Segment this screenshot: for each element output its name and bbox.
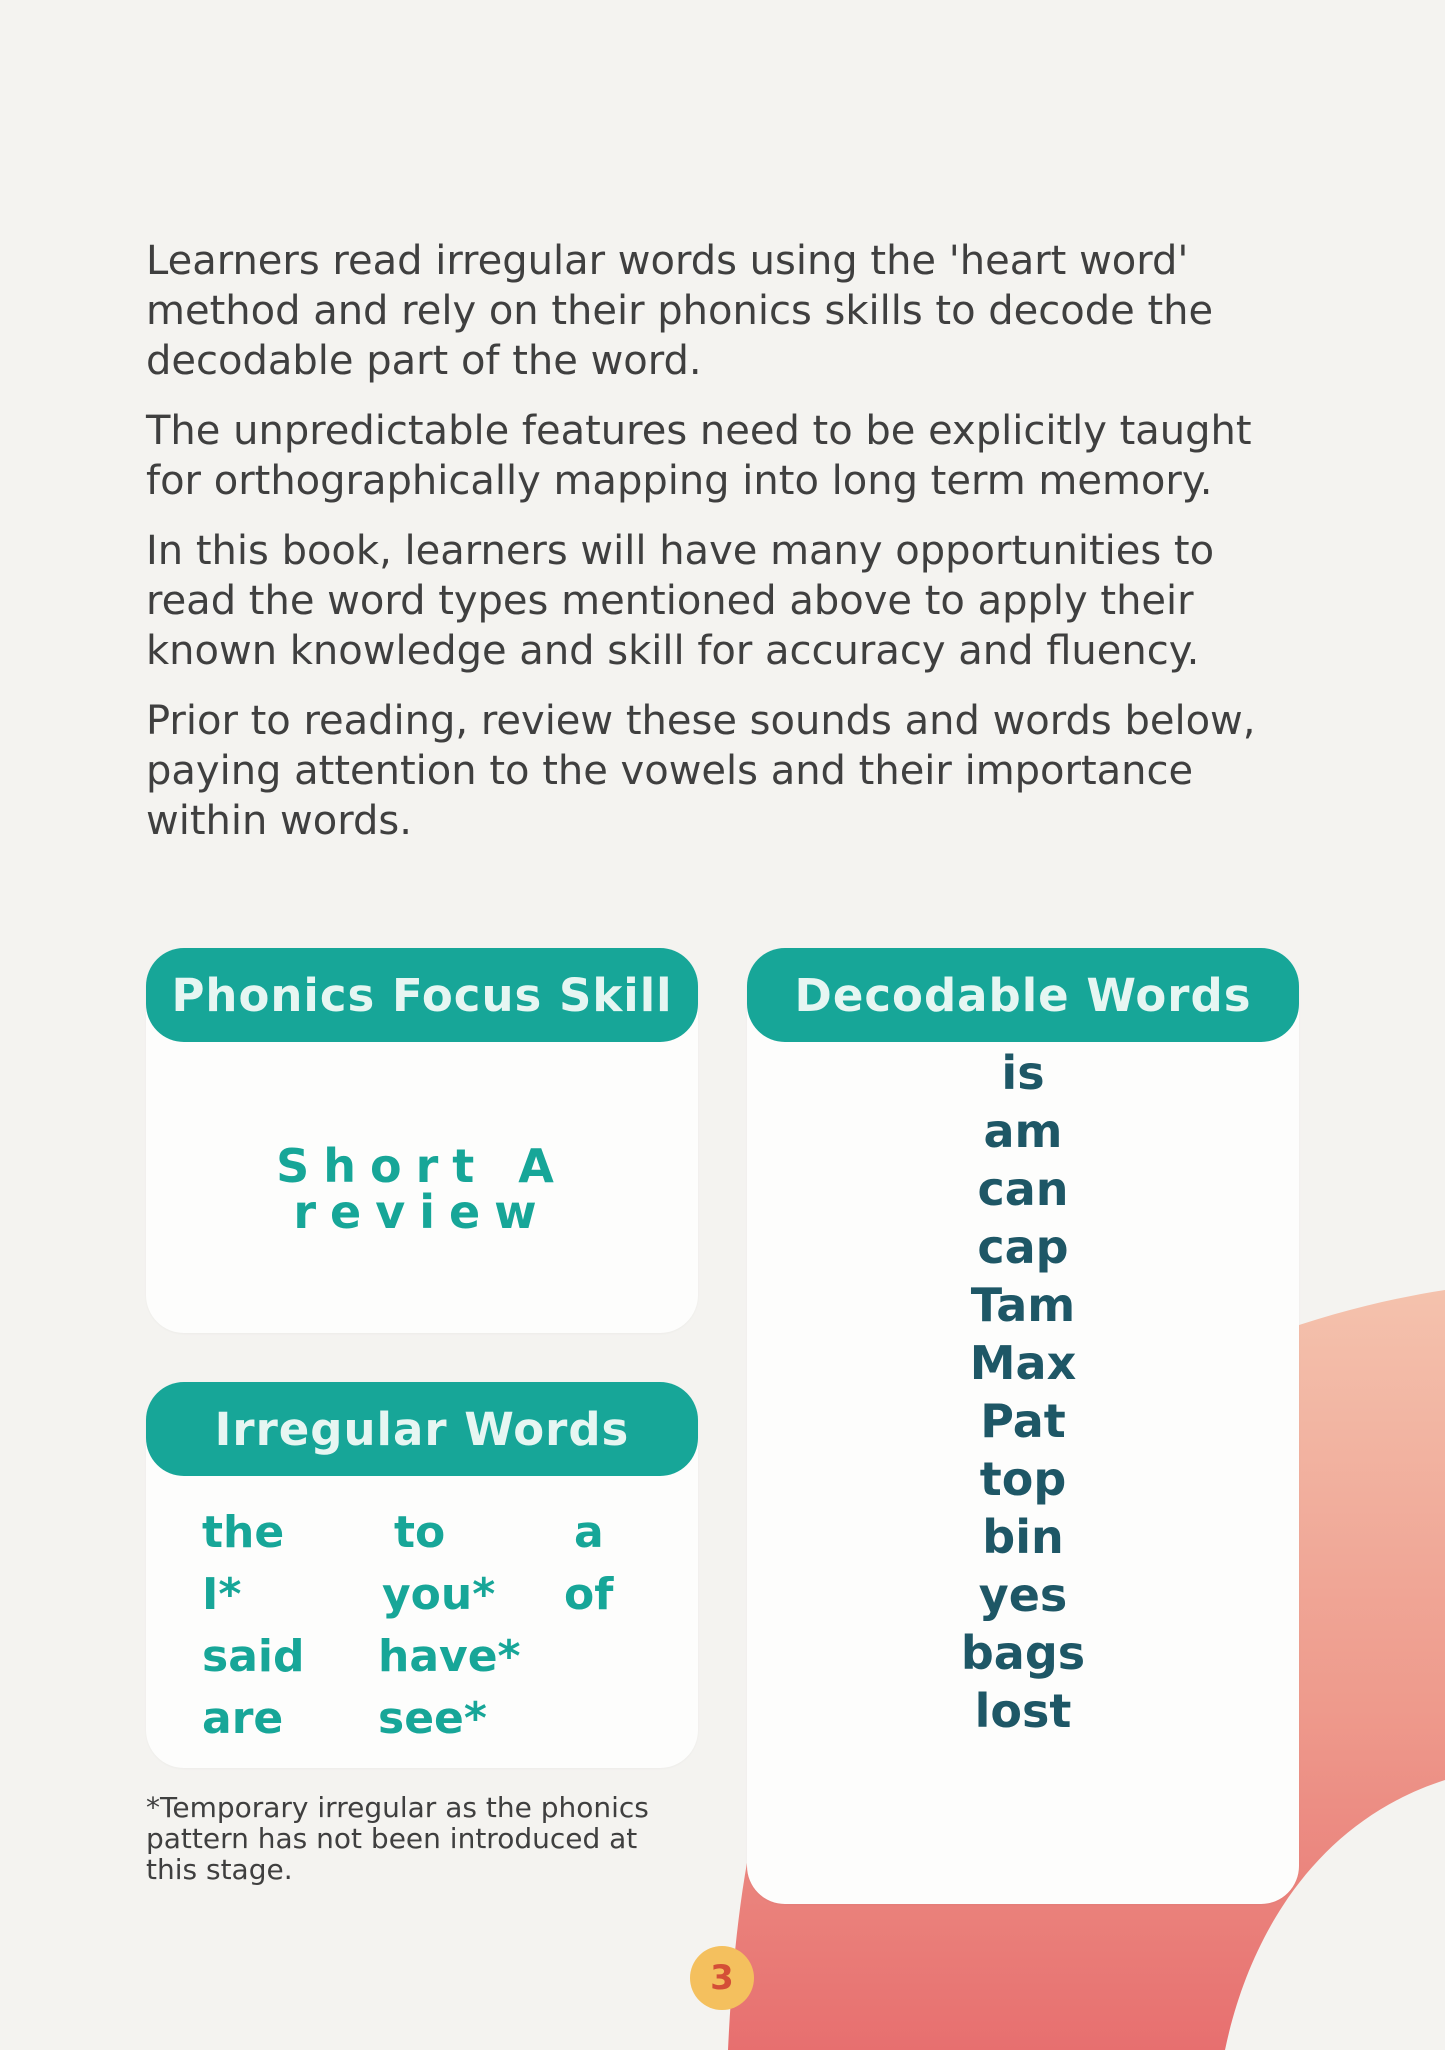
phonics-focus-skill: [146, 1139, 698, 1239]
decodable-word: bin: [982, 1510, 1064, 1564]
skill-line-2: review: [293, 1185, 551, 1239]
irregular-word: see*: [378, 1693, 487, 1744]
decodable-words-title: Decodable Words: [747, 948, 1299, 1042]
irregular-word: a: [574, 1507, 604, 1558]
phonics-focus-title: Phonics Focus Skill: [146, 948, 698, 1042]
intro-paragraph-3: In this book, learners will have many opportunities to read the word types mentioned above to apply their known knowledge and skill for accuracy and fluency.: [146, 528, 1215, 674]
decodable-word: Tam: [970, 1278, 1076, 1332]
decodable-word: bags: [960, 1626, 1086, 1680]
irregular-word: have*: [378, 1631, 521, 1682]
decodable-word: yes: [978, 1568, 1068, 1622]
decodable-word: is: [1001, 1046, 1045, 1100]
page-number-badge: 3: [690, 1946, 754, 2010]
decodable-word: top: [979, 1452, 1067, 1506]
irregular-word: said: [202, 1631, 305, 1682]
decodable-word: can: [977, 1162, 1069, 1216]
phonics-focus-card: [146, 948, 698, 1333]
irregular-words-card: [146, 1382, 698, 1768]
decodable-word-list: [747, 1044, 1299, 1740]
irregular-word: of: [564, 1569, 614, 1620]
decodable-word: lost: [974, 1684, 1072, 1738]
irregular-words-title: Irregular Words: [146, 1382, 698, 1476]
decodable-word: am: [983, 1104, 1063, 1158]
intro-paragraph-4: Prior to reading, review these sounds and words below, paying attention to the vowels and their importance within words.: [146, 698, 1256, 844]
irregular-word: I*: [202, 1569, 242, 1620]
irregular-word: the: [202, 1507, 285, 1558]
intro-text: [146, 236, 1316, 866]
decodable-word: cap: [977, 1220, 1069, 1274]
decodable-word: Max: [969, 1336, 1077, 1390]
footnote: *Temporary irregular as the phonics pattern has not been introduced at this stage.: [146, 1791, 649, 1886]
skill-line-1: Short A: [276, 1139, 568, 1193]
intro-paragraph-1: Learners read irregular words using the 'heart word' method and rely on their phonics skills to decode the decodable part of the word.: [146, 238, 1214, 384]
decodable-words-card: [747, 948, 1299, 1904]
irregular-word: are: [202, 1693, 284, 1744]
decodable-word: Pat: [980, 1394, 1066, 1448]
irregular-word: you*: [382, 1569, 496, 1620]
irregular-word: to: [394, 1507, 446, 1558]
intro-paragraph-2: The unpredictable features need to be explicitly taught for orthographically mapping into long term memory.: [146, 408, 1252, 504]
